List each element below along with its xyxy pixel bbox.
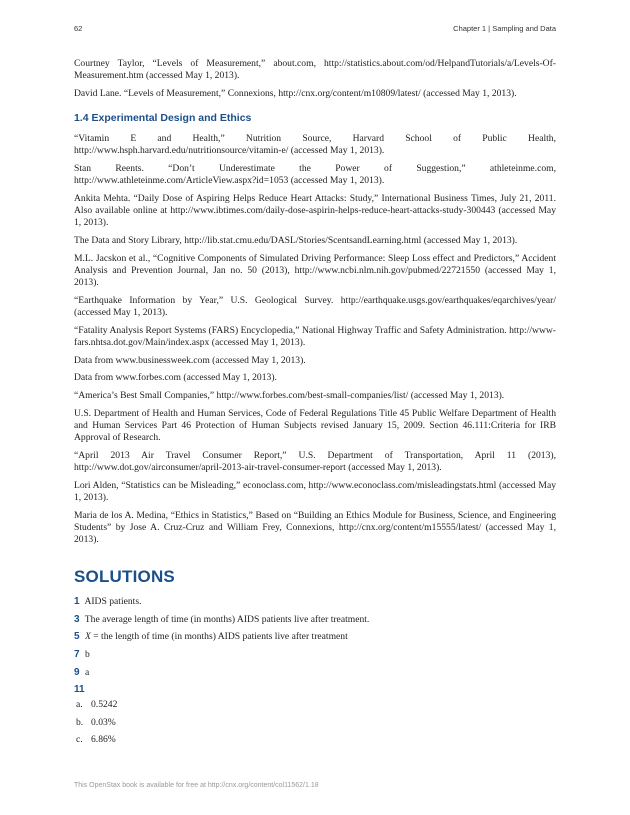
sublist-letter: a. — [76, 699, 83, 711]
solution-number: 9 — [74, 666, 80, 678]
sublist-letter: c. — [76, 734, 83, 746]
solution-item — [74, 667, 556, 679]
solution-text: The average length of time (in months) AIDS patients live after treatment. — [84, 613, 370, 625]
solution-number: 11 — [74, 684, 85, 696]
reference-item: David Lane. “Levels of Measurement,” Connexions, http://cnx.org/content/m10809/latest/ (accessed May 1, 2013). — [74, 87, 517, 99]
solution-text: AIDS patients. — [84, 596, 142, 608]
solution-text: = the length of time (in months) AIDS patients live after treatment — [90, 631, 348, 643]
solution-text: b — [84, 649, 90, 661]
sublist-value: 6.86% — [91, 734, 116, 746]
reference-item: “Vitamin E and Health,” Nutrition Source, Harvard School of Public Health, http://www.hsph.harvard.edu/nutritionsource/vitamin-e/ (accessed May 1, 2013). — [74, 133, 556, 157]
sublist-item — [74, 717, 556, 729]
solution-item — [74, 596, 556, 608]
solution-sublist — [74, 699, 556, 746]
reference-item: “April 2013 Air Travel Consumer Report,” U.S. Department of Transportation, April 11 (2013), http://www.dot.gov/airconsumer/april-2013-air-travel-consumer-report (accessed May 1, 2013). — [74, 449, 556, 474]
reference-item: Data from www.businessweek.com (accessed May 1, 2013). — [74, 354, 306, 366]
reference-item: Maria de los A. Medina, “Ethics in Statistics,” Based on “Building an Ethics Module for Business, Science, and Engineering Students” by Jose A. Cruz-Cruz and William Frey, Connexions, http://cnx.org/content/m15555/latest/ (accessed May 1, 2013). — [74, 509, 556, 546]
reference-item: Ankita Mehta. “Daily Dose of Aspiring Helps Reduce Heart Attacks: Study,” International Business Times, July 21, 2011. Also available online at http://www.ibtimes.com/daily-dose-aspirin-helps-reduce-heart-attacks-study-300443 (accessed May 1, 2013). — [74, 192, 556, 229]
page-number: 62 — [74, 24, 83, 33]
sublist-item — [74, 699, 556, 711]
section-heading: 1.4 Experimental Design and Ethics — [74, 112, 252, 125]
reference-item: “Earthquake Information by Year,” U.S. Geological Survey. http://earthquake.usgs.gov/earthquakes/eqarchives/year/ (accessed May 1, 2013). — [74, 294, 556, 319]
reference-item: M.L. Jacskon et al., “Cognitive Components of Simulated Driving Performance: Sleep Loss effect and Predictors,” Accident Analysis and Prevention Journal, Jan no. 50 (2013), http://www.ncbi.nlm.nih.gov/pubmed/22721550 (accessed May 1, 2013). — [74, 252, 556, 289]
solution-number: 7 — [74, 649, 80, 661]
solution-text: a — [84, 666, 90, 678]
sublist-value: 0.03% — [91, 716, 116, 728]
page-content — [74, 58, 556, 752]
reference-item: U.S. Department of Health and Human Services, Code of Federal Regulations Title 45 Public Welfare Department of Health and Human Services Part 46 Protection of Human Subjects revised January 15, 2009. Section 46.111:Criteria for IRB Approval of Research. — [74, 407, 556, 444]
reference-item: Lori Alden, “Statistics can be Misleading,” econoclass.com, http://www.econoclass.com/misleadingstats.html (accessed May 1, 2013). — [74, 479, 556, 503]
page-footer: This OpenStax book is available for free at http://cnx.org/content/col11562/1.18 — [74, 782, 319, 789]
reference-item: Courtney Taylor, “Levels of Measurement,” about.com, http://statistics.about.com/od/HelpandTutorials/a/Levels-Of-Measurement.htm (accessed May 1, 2013). — [74, 58, 556, 82]
solution-item — [74, 684, 556, 746]
solution-variable: X — [84, 631, 91, 643]
solution-number: 1 — [74, 596, 80, 608]
reference-item: “Fatality Analysis Report Systems (FARS) Encyclopedia,” National Highway Traffic and Safety Administration. http://www-fars.nhtsa.dot.gov/Main/index.aspx (accessed May 1, 2013). — [74, 324, 556, 348]
chapter-title: Chapter 1 | Sampling and Data — [453, 24, 556, 33]
reference-item: Data from www.forbes.com (accessed May 1, 2013). — [74, 372, 277, 384]
reference-item: “America’s Best Small Companies,” http://www.forbes.com/best-small-companies/list/ (accessed May 1, 2013). — [74, 390, 505, 402]
solution-number: 5 — [74, 631, 80, 643]
solution-item — [74, 649, 556, 661]
sublist-item — [74, 734, 556, 746]
solution-number: 3 — [74, 613, 80, 625]
sublist-letter: b. — [76, 716, 84, 728]
page-header — [74, 24, 556, 38]
sublist-value: 0.5242 — [91, 699, 118, 711]
solution-item — [74, 631, 556, 643]
solutions-heading: SOLUTIONS — [74, 567, 175, 587]
reference-item: Stan Reents. “Don’t Underestimate the Power of Suggestion,” athleteinme.com, http://www.athleteinme.com/ArticleView.aspx?id=1053 (accessed May 1, 2013). — [74, 163, 556, 187]
solution-item — [74, 614, 556, 626]
reference-item: The Data and Story Library, http://lib.stat.cmu.edu/DASL/Stories/ScentsandLearning.html (accessed May 1, 2013). — [74, 235, 518, 247]
